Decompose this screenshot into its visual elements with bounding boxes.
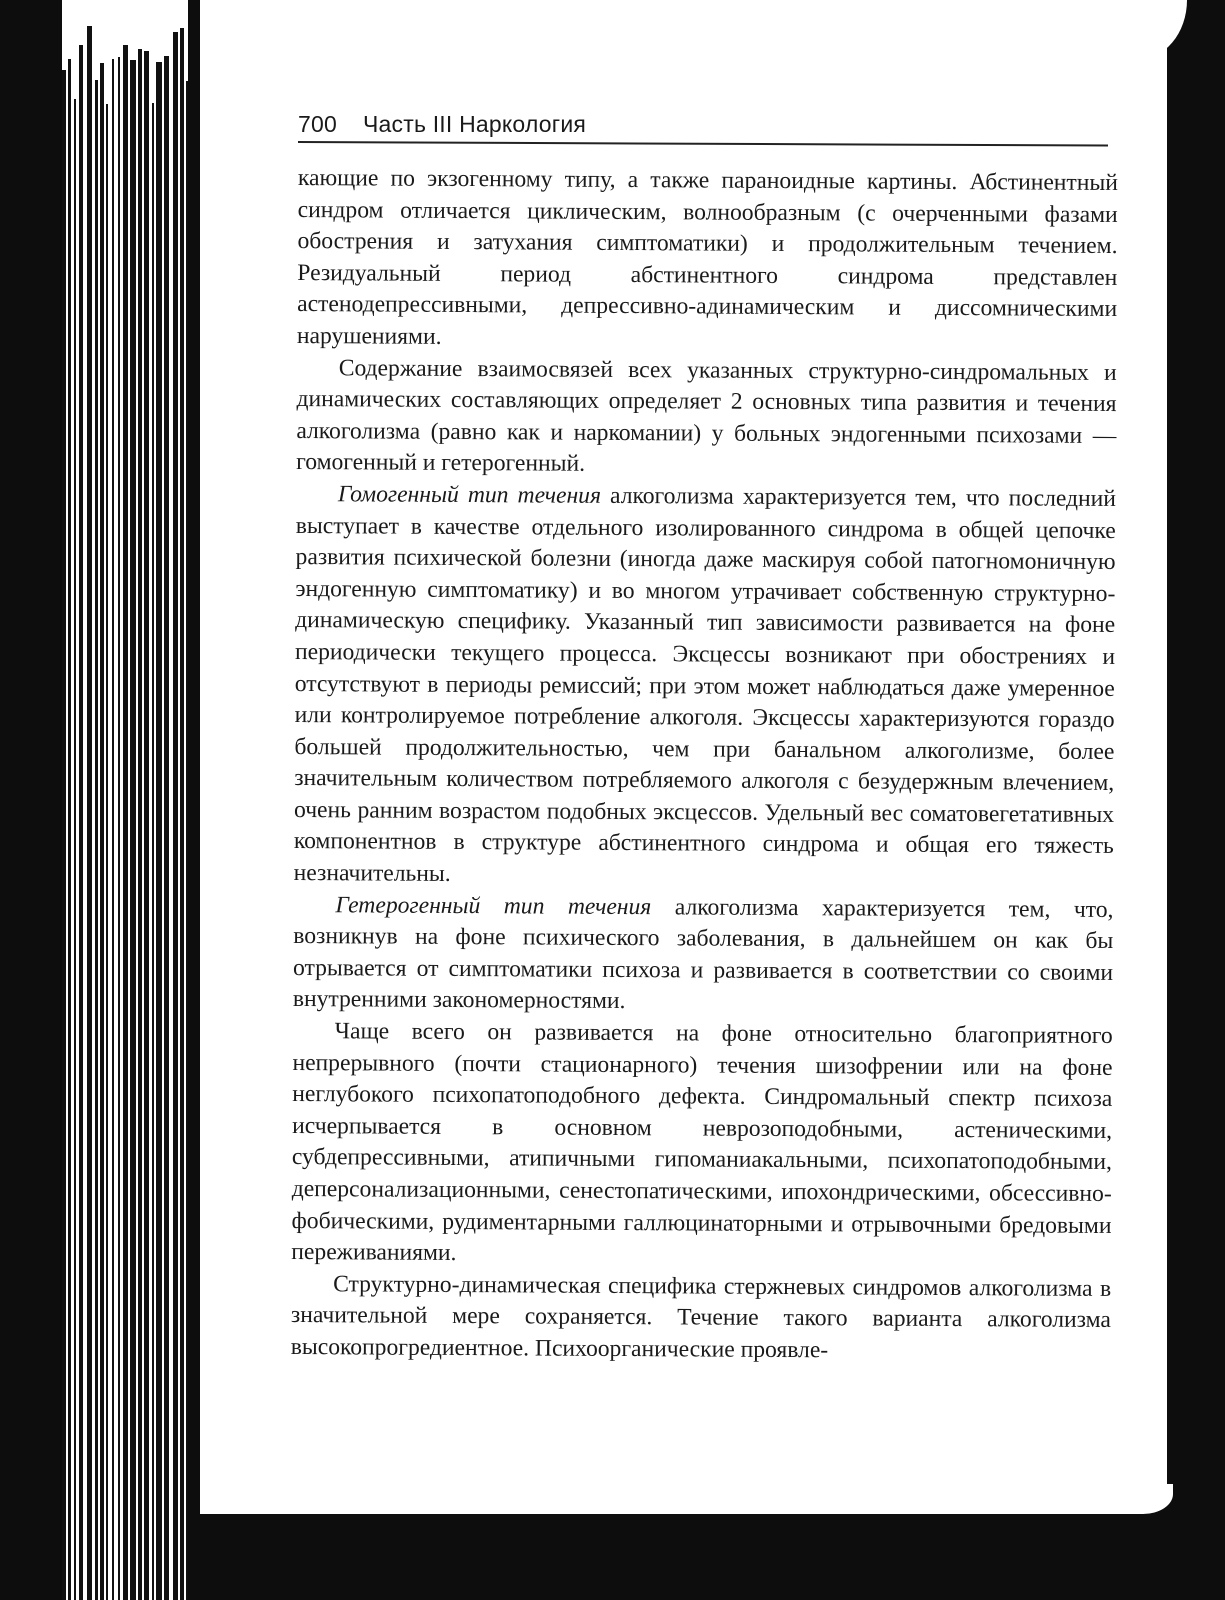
paragraph-4-lead: Гетерогенный тип течения (335, 891, 652, 920)
paragraph-4-text: алкоголизма характеризуется тем, что, возникнув на фоне психического заболевания, в дальнейшем он как бы отрывается от симптоматики психоза и развивается в соответствии со своими внутренними закономерностями. (292, 893, 1114, 1015)
edge-line (95, 80, 98, 1600)
paragraph-1 (297, 163, 1118, 358)
edge-line (138, 49, 142, 1600)
edge-line (79, 45, 83, 1600)
bottom-page-edge (200, 1484, 1173, 1514)
paragraph-2 (296, 353, 1117, 484)
edge-line (130, 60, 136, 1600)
book-page (290, 108, 1118, 1364)
edge-line (106, 104, 108, 1600)
paragraph-2-text: Содержание взаимосвязей всех указанных структурно-синдромальных и динамических составляющих определяет 2 основных типа развития и течения алкоголизма (равно как и наркомании) у больных эндогенными психозами — гомогенный и гетерогенный. (296, 354, 1117, 478)
edge-line (112, 59, 114, 1600)
running-head (298, 108, 1118, 140)
edge-line (68, 59, 71, 1600)
right-shadow-strip (1167, 0, 1225, 1600)
paragraph-3 (294, 479, 1116, 895)
paragraph-5-text: Чаще всего он развивается на фоне относительно благоприятного непрерывного (почти стационарного) течения шизофрении или на фоне неглубокого психопатоподобного дефекта. Синдромальный спектр психоза исчерпывается в основном неврозоподобными, астеническими, субдепрессивными, атипичными гипоманиакальными, психопатоподобными, деперсонализационными, сенестопатическими, ипохондрическими, обсессивно-фобическими, рудиментарными галлюцинаторными и отрывочными бредовыми переживаниями. (291, 1018, 1113, 1267)
edge-line (87, 26, 92, 1600)
paragraph-5 (291, 1016, 1113, 1274)
edge-line (62, 70, 66, 1600)
section-title: Часть III Наркология (362, 111, 587, 137)
header-rule (298, 141, 1108, 147)
page-stack-lines (0, 0, 200, 1600)
edge-line (180, 28, 184, 1600)
edge-line (152, 103, 154, 1600)
edge-line (100, 63, 104, 1600)
paragraph-3-lead: Гомогенный тип течения (337, 481, 602, 509)
paragraph-1-text: кающие по экзогенному типу, а также параноидные картины. Абстинентный синдром отличается циклическим, волнообразным (с очерченными фазами обострения и затухания симптоматики) и продолжительным течением. Резидуальный период абстинентного синдрома представлен астенодепрессивными, депрессивно-адинамическим и диссомническими нарушениями. (296, 164, 1118, 350)
edge-line (144, 51, 149, 1600)
edge-line (123, 45, 128, 1600)
paragraph-3-text: алкоголизма характеризуется тем, что последний выступает в качестве отдельного изолированного синдрома в общей цепочке развития психической болезни (иногда даже маскируя собой патогномоничную эндогенную симптоматику) и во многом утрачивает собственную структурно-динамическую специфику. Указанный тип зависимости развивается на фоне периодически текущего процесса. Эксцессы возникают при обострениях и отсутствуют в периоды ремиссий; при этом может наблюдаться даже умеренное или контролируемое потребление алкоголя. Эксцессы характеризуются гораздо большей продолжительностью, чем при банальном алкоголизме, более значительным количеством потребляемого алкоголя с безудержным влечением, очень ранним возрастом подобных эксцессов. Удельный вес соматовегетативных компонентнов в структуре абстинентного синдрома и общая его тяжесть незначительны. (293, 482, 1117, 888)
edge-line (118, 57, 120, 1600)
paragraph-4 (293, 890, 1114, 1021)
bottom-shadow-band (190, 1500, 1225, 1600)
edge-base (0, 0, 62, 1600)
body-text (291, 163, 1118, 1369)
edge-spine (188, 0, 200, 1600)
page-number: 700 (298, 111, 337, 137)
edge-line (74, 99, 76, 1600)
edge-line (156, 62, 162, 1600)
paragraph-6-text: Структурно-динамическая специфика стержневых синдромов алкоголизма в значительной мере сохраняется. Течение такого варианта алкоголизма высокопрогредиентное. Психоорганические проявле- (290, 1271, 1112, 1364)
paragraph-6 (291, 1269, 1112, 1369)
edge-line (164, 56, 169, 1600)
edge-line (173, 32, 178, 1600)
book-page-edges (0, 0, 200, 1600)
